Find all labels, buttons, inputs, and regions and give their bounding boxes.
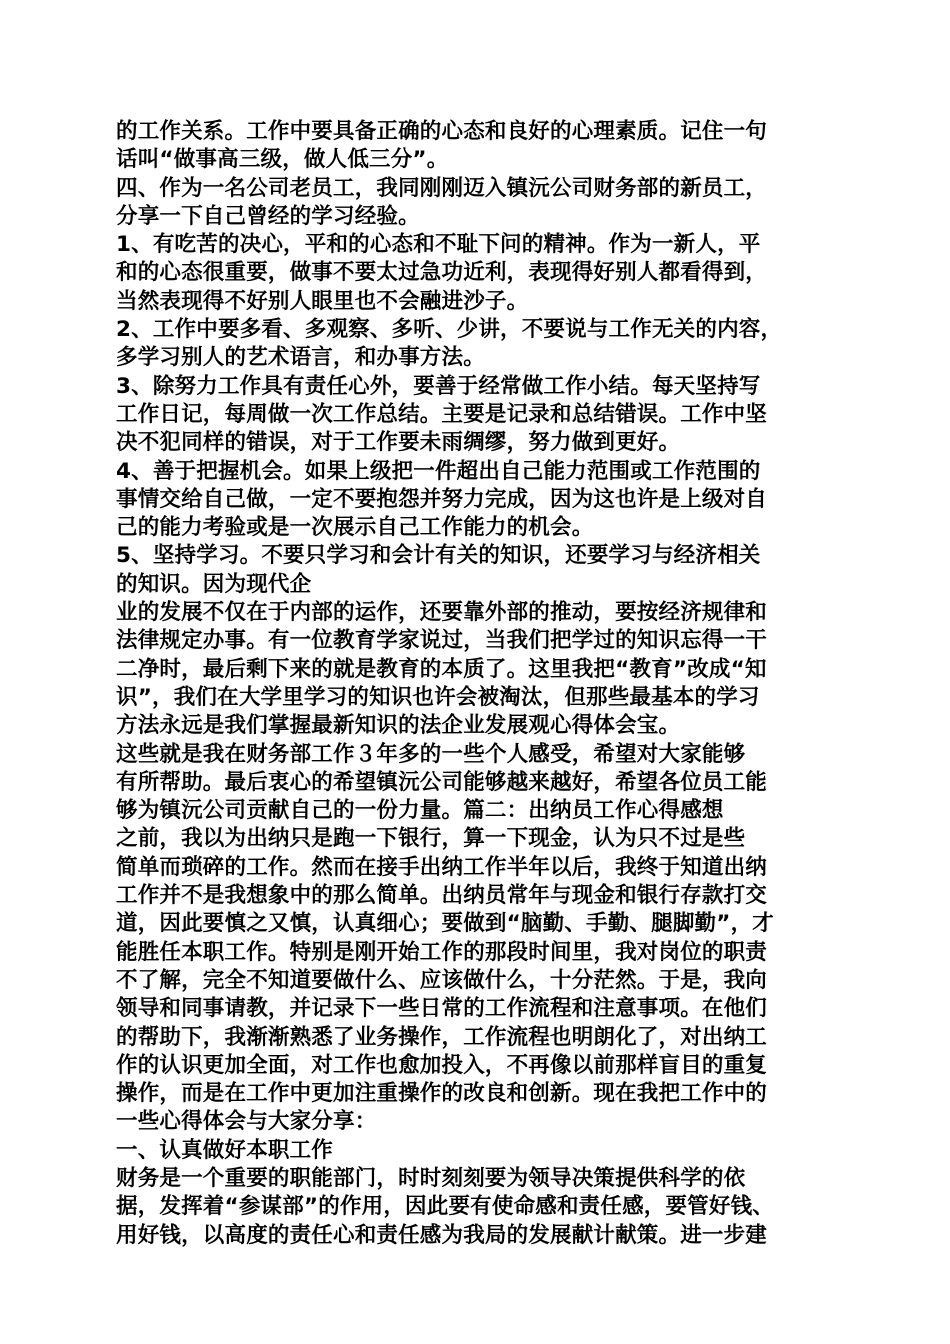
text-line: 己的能力考验或是一次展示自己工作能力的机会。: [116, 515, 594, 541]
text-line: 的工作关系。工作中要具备正确的心态和良好的心理素质。记住一句: [116, 119, 768, 144]
text-line: 之前，我以为出纳只是跑一下银行，算一下现金，认为只不过是些: [116, 826, 746, 852]
text-line: 用好钱，以高度的责任心和责任感为我局的发展献计献策。进一步建: [116, 1222, 768, 1248]
text-line: 4、善于把握机会。如果上级把一件超出自己能力范围或工作范围的: [116, 458, 761, 484]
text-line: 财务是一个重要的职能部门，时时刻刻要为领导决策提供科学的依: [116, 1165, 746, 1191]
text-line: 操作，而是在工作中更加注重操作的改良和创新。现在我把工作中的: [116, 1081, 768, 1107]
text-line: 2、工作中要多看、多观察、多听、少讲，不要说与工作无关的内容，: [116, 317, 783, 343]
text-line: 的知识。因为现代企: [116, 571, 312, 597]
text-line: 一、认真做好本职工作: [116, 1137, 334, 1163]
text-line: 简单而琐碎的工作。然而在接手出纳工作半年以后，我终于知道出纳: [116, 854, 768, 880]
text-line: 不了解，完全不知道要做什么、应该做什么，十分茫然。于是，我向: [116, 967, 768, 993]
text-line: 分享一下自己曾经的学习经验。: [116, 203, 420, 229]
text-line: 领导和同事请教，并记录下一些日常的工作流程和注意事项。在他们: [116, 996, 768, 1022]
text-line: 工作并不是我想象中的那么简单。出纳员常年与现金和银行存款打交: [116, 883, 768, 909]
text-line: 法律规定办事。有一位教育学家说过，当我们把学过的知识忘得一干: [116, 628, 768, 654]
text-line: 和的心态很重要，做事不要太过急功近利，表现得好别人都看得到，: [116, 260, 768, 286]
text-line: 多学习别人的艺术语言，和办事方法。: [116, 345, 485, 371]
text-line: 够为镇沅公司贡献自己的一份力量。篇二：出纳员工作心得感想: [116, 798, 724, 824]
text-line: 决不犯同样的错误，对于工作要未雨绸缪，努力做到更好。: [116, 430, 681, 456]
text-line: 5、坚持学习。不要只学习和会计有关的知识，还要学习与经济相关: [116, 543, 761, 569]
text-line: 四、作为一名公司老员工，我同刚刚迈入镇沅公司财务部的新员工，: [116, 175, 768, 201]
text-line: 一些心得体会与大家分享：: [116, 1109, 377, 1135]
text-line: 当然表现得不好别人眼里也不会融进沙子。: [116, 288, 529, 314]
text-line: 工作日记，每周做一次工作总结。主要是记录和总结错误。工作中坚: [116, 401, 768, 427]
text-line: 二净时，最后剩下来的就是教育的本质了。这里我把“教育”改成“知: [116, 656, 767, 682]
text-line: 业的发展不仅在于内部的运作，还要靠外部的推动，要按经济规律和: [116, 600, 768, 626]
text-line: 据，发挥着“参谋部”的作用，因此要有使命感和责任感，要管好钱、: [116, 1194, 774, 1220]
text-line: 方法永远是我们掌握最新知识的法企业发展观心得体会宝。: [116, 713, 681, 739]
document-body: [116, 118, 838, 1250]
text-line: 有所帮助。最后衷心的希望镇沅公司能够越来越好，希望各位员工能: [116, 769, 768, 795]
text-line: 事情交给自己做，一定不要抱怨并努力完成，因为这也许是上级对自: [116, 486, 768, 512]
text-line: 话叫“做事高三级，做人低三分”。: [116, 147, 449, 173]
text-line: 能胜任本职工作。特别是刚开始工作的那段时间里，我对岗位的职责: [116, 939, 768, 965]
text-line: 道，因此要慎之又慎，认真细心；要做到“脑勤、手勤、腿脚勤”，才: [116, 911, 774, 937]
text-line: 3、除努力工作具有责任心外，要善于经常做工作小结。每天坚持写: [116, 373, 761, 399]
text-line: 这些就是我在财务部工作３年多的一些个人感受，希望对大家能够: [116, 741, 746, 767]
text-line: 的帮助下，我渐渐熟悉了业务操作，工作流程也明朗化了，对出纳工: [116, 1024, 768, 1050]
text-line: 识”，我们在大学里学习的知识也许会被淘汰，但那些最基本的学习: [116, 684, 760, 710]
text-line: 作的认识更加全面，对工作也愈加投入，不再像以前那样盲目的重复: [116, 1052, 768, 1078]
text-line: 1、有吃苦的决心，平和的心态和不耻下问的精神。作为一新人，平: [116, 232, 761, 258]
